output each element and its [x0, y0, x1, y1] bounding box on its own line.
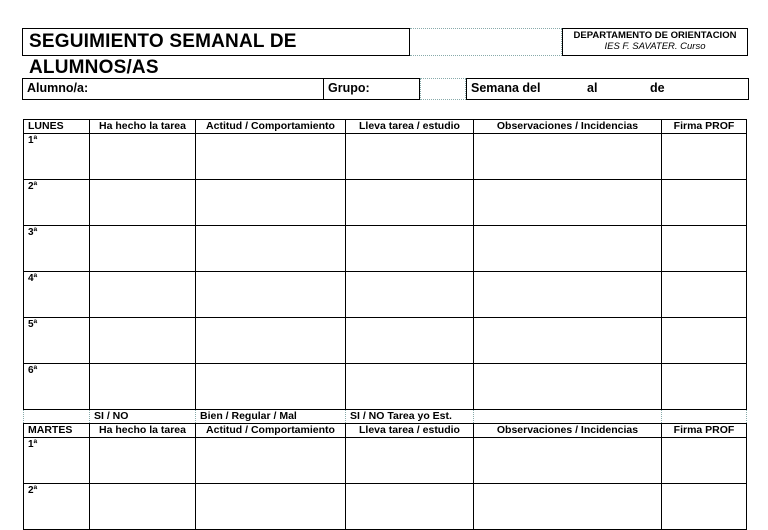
de-label: de [650, 81, 665, 95]
weekly-grid [23, 119, 747, 530]
entry-cell[interactable] [662, 318, 747, 364]
period-number: 1ª [24, 134, 90, 180]
entry-cell[interactable] [196, 134, 346, 180]
column-header: Ha hecho la tarea [90, 120, 196, 134]
entry-cell[interactable] [662, 272, 747, 318]
column-header: Firma PROF [662, 424, 747, 438]
column-header: Ha hecho la tarea [90, 424, 196, 438]
entry-cell[interactable] [90, 226, 196, 272]
grupo-label: Grupo: [328, 81, 370, 95]
entry-cell[interactable] [90, 364, 196, 410]
alumno-label: Alumno/a: [27, 81, 89, 95]
entry-cell[interactable] [90, 272, 196, 318]
period-number: 3ª [24, 226, 90, 272]
legend-empty [662, 410, 747, 424]
period-row [24, 364, 747, 410]
column-header: Observaciones / Incidencias [474, 424, 662, 438]
form-title: SEGUIMIENTO SEMANAL DE ALUMNOS/AS [22, 28, 410, 56]
period-number: 4ª [24, 272, 90, 318]
entry-cell[interactable] [346, 180, 474, 226]
entry-cell[interactable] [474, 364, 662, 410]
entry-cell[interactable] [196, 272, 346, 318]
column-header: Lleva tarea / estudio [346, 120, 474, 134]
legend-tarea: SI / NO [90, 410, 196, 424]
entry-cell[interactable] [346, 438, 474, 484]
column-header: Observaciones / Incidencias [474, 120, 662, 134]
legend-lleva: SI / NO Tarea yo Est. [346, 410, 474, 424]
entry-cell[interactable] [346, 134, 474, 180]
entry-cell[interactable] [474, 438, 662, 484]
legend-actitud: Bien / Regular / Mal [196, 410, 346, 424]
period-row [24, 180, 747, 226]
semana-field[interactable] [466, 78, 749, 100]
school-course: IES F. SAVATER. Curso [604, 41, 706, 52]
entry-cell[interactable] [346, 272, 474, 318]
period-row [24, 318, 747, 364]
period-number: 2ª [24, 180, 90, 226]
period-row [24, 134, 747, 180]
entry-cell[interactable] [196, 484, 346, 530]
entry-cell[interactable] [662, 180, 747, 226]
entry-cell[interactable] [196, 438, 346, 484]
entry-cell[interactable] [346, 364, 474, 410]
day-name: MARTES [24, 424, 90, 438]
entry-cell[interactable] [346, 226, 474, 272]
day-header-row [24, 424, 747, 438]
legend-empty [24, 410, 90, 424]
field-spacer [420, 78, 466, 100]
entry-cell[interactable] [196, 226, 346, 272]
title-spacer [410, 28, 562, 56]
entry-cell[interactable] [474, 484, 662, 530]
entry-cell[interactable] [90, 484, 196, 530]
period-row [24, 226, 747, 272]
grupo-field[interactable] [324, 78, 420, 100]
department-name: DEPARTAMENTO DE ORIENTACION [573, 30, 737, 41]
entry-cell[interactable] [90, 134, 196, 180]
period-row [24, 484, 747, 530]
entry-cell[interactable] [346, 484, 474, 530]
entry-cell[interactable] [474, 180, 662, 226]
period-number: 5ª [24, 318, 90, 364]
period-number: 6ª [24, 364, 90, 410]
column-header: Actitud / Comportamiento [196, 424, 346, 438]
semana-label: Semana del [471, 81, 541, 95]
entry-cell[interactable] [346, 318, 474, 364]
entry-cell[interactable] [662, 134, 747, 180]
entry-cell[interactable] [474, 318, 662, 364]
column-header: Actitud / Comportamiento [196, 120, 346, 134]
period-number: 2ª [24, 484, 90, 530]
period-number: 1ª [24, 438, 90, 484]
period-row [24, 438, 747, 484]
entry-cell[interactable] [662, 484, 747, 530]
day-name: LUNES [24, 120, 90, 134]
column-header: Firma PROF [662, 120, 747, 134]
column-header: Lleva tarea / estudio [346, 424, 474, 438]
entry-cell[interactable] [662, 364, 747, 410]
legend-empty [474, 410, 662, 424]
department-box [562, 28, 748, 56]
entry-cell[interactable] [474, 272, 662, 318]
legend-row [24, 410, 747, 424]
entry-cell[interactable] [662, 226, 747, 272]
al-label: al [587, 81, 598, 95]
day-header-row [24, 120, 747, 134]
entry-cell[interactable] [90, 318, 196, 364]
entry-cell[interactable] [90, 180, 196, 226]
alumno-field[interactable] [22, 78, 324, 100]
entry-cell[interactable] [196, 364, 346, 410]
entry-cell[interactable] [196, 318, 346, 364]
entry-cell[interactable] [90, 438, 196, 484]
entry-cell[interactable] [474, 226, 662, 272]
entry-cell[interactable] [662, 438, 747, 484]
entry-cell[interactable] [196, 180, 346, 226]
entry-cell[interactable] [474, 134, 662, 180]
period-row [24, 272, 747, 318]
